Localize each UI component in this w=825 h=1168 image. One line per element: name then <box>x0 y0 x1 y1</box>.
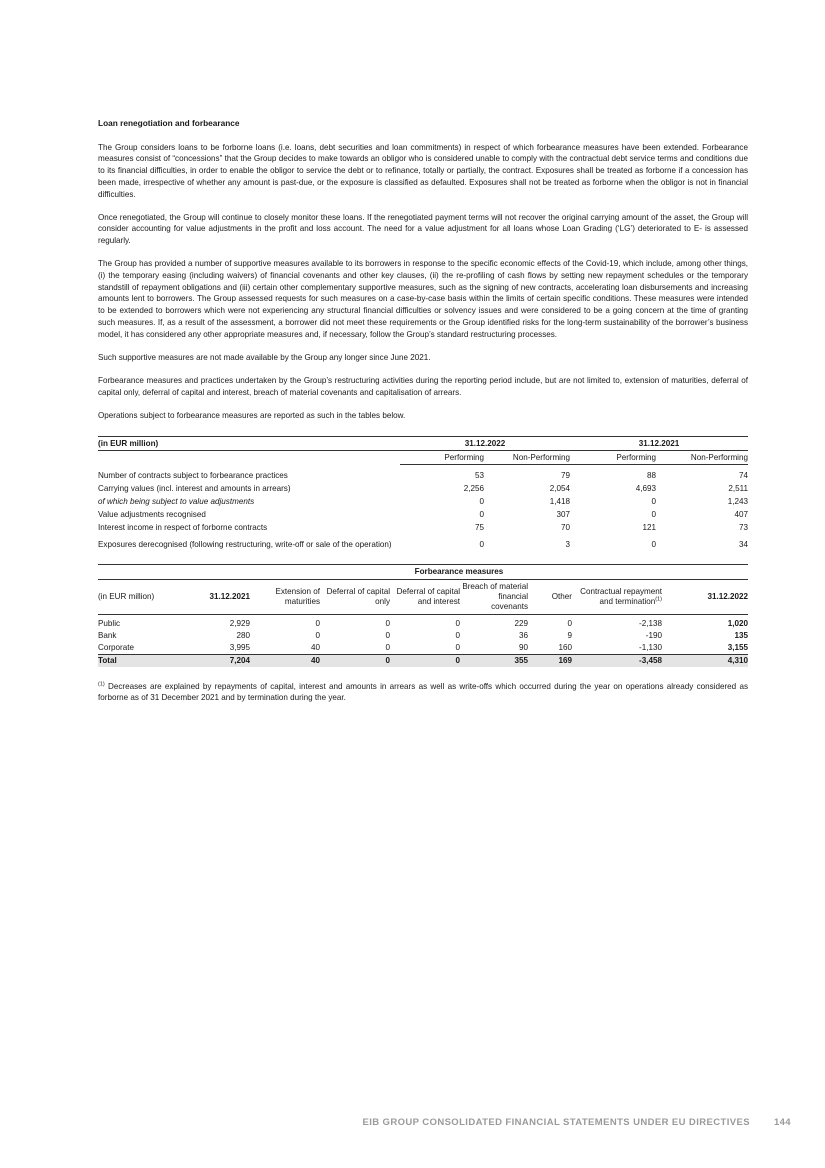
document-body <box>98 118 748 704</box>
column-header-breach: Breach of material financial covenants <box>460 579 528 614</box>
paragraph: Once renegotiated, the Group will continue to closely monitor these loans. If the renegotiated payment terms will not recover the original carrying amount of the asset, the Group will consider accounting for value adjustments in the profit and loss account. The need for a value adjustment for all loans whose Loan Grading (‘LG’) deteriorated to E- is assessed regularly. <box>98 212 748 246</box>
cell: 280 <box>236 630 250 640</box>
cell: 40 <box>250 654 320 667</box>
cell: 1,243 <box>727 496 748 506</box>
paragraph: The Group has provided a number of supportive measures available to its borrowers in response to the specific economic effects of the Covid-19, which include, among other things, (i) the temporary easing (including waivers) of financial covenants and other key clauses, (ii) the re-profiling of cash flows by setting new repayment schedules or the temporary standstill of repayment obligations and (iii) certain other complementary supportive measures, such as the signing of new contracts, accelerating loan disbursements and increasing amounts lent to borrowers. The Group assessed requests for such measures on a case-by-case basis within the limits of certain specific conditions. These measures were intended to be extended to borrowers which were not experiencing any structural financial difficulties or solvency issues and were considered to be a going concern at the time of granting such measures. If, as a result of the assessment, a borrower did not meet these requirements or the Group identified risks for the long-term sustainability of the borrower’s business model, it has considered any other appropriate measures and, if necessary, follow the Group’s standard restructuring processes. <box>98 259 748 339</box>
column-header-deferral-capital: Deferral of capital only <box>320 579 390 614</box>
table-row <box>98 521 748 534</box>
cell: 90 <box>518 642 528 652</box>
page-number: 144 <box>773 1117 791 1128</box>
row-label: Carrying values (incl. interest and amounts in arrears) <box>98 483 291 493</box>
performing-header: Performing <box>400 450 484 464</box>
cell: 0 <box>455 630 460 640</box>
contractual-label: Contractual repayment and termination <box>580 586 662 606</box>
row-label: Corporate <box>98 642 134 652</box>
cell: 0 <box>385 618 390 628</box>
cell: 3,155 <box>727 642 748 652</box>
cell: 0 <box>651 539 656 549</box>
cell: 40 <box>310 642 320 652</box>
cell: 74 <box>738 470 748 480</box>
cell: 1,418 <box>549 496 570 506</box>
cell: 0 <box>479 496 484 506</box>
row-label: Total <box>98 654 180 667</box>
cell: 3,995 <box>229 642 250 652</box>
cell: 355 <box>460 654 528 667</box>
cell: -2,138 <box>639 618 662 628</box>
cell: 0 <box>385 642 390 652</box>
cell: 4,310 <box>662 654 748 667</box>
performing-header: Performing <box>570 450 656 464</box>
cell: 36 <box>518 630 528 640</box>
forbearance-measures-table <box>98 564 748 667</box>
cell: 2,054 <box>549 483 570 493</box>
cell: 0 <box>651 509 656 519</box>
column-header-deferral-capital-interest: Deferral of capital and interest <box>390 579 460 614</box>
cell: -3,458 <box>572 654 662 667</box>
table-row <box>98 630 748 642</box>
cell: 0 <box>315 618 320 628</box>
cell: 0 <box>567 618 572 628</box>
cell: 407 <box>734 509 748 519</box>
page-footer <box>362 1117 791 1128</box>
cell: 2,929 <box>229 618 250 628</box>
row-label: Interest income in respect of forborne contracts <box>98 522 268 532</box>
cell: 79 <box>560 470 570 480</box>
forbearance-summary-table <box>98 436 748 550</box>
unit-header: (in EUR million) <box>98 579 180 614</box>
cell: 169 <box>528 654 572 667</box>
footnote-text: Decreases are explained by repayments of capital, interest and amounts in arrears as well as write-offs which occurred during the year on operations already considered as forborne as of 31 December 2021 and by termination during the year. <box>98 681 748 703</box>
cell: 73 <box>738 522 748 532</box>
row-label: Exposures derecognised (following restructuring, write-off or sale of the operation) <box>98 539 392 549</box>
row-label: Bank <box>98 630 117 640</box>
row-label: of which being subject to value adjustments <box>98 496 255 506</box>
table-row <box>98 495 748 508</box>
cell: 160 <box>558 642 572 652</box>
column-header-2021: 31.12.2021 <box>180 579 250 614</box>
cell: 0 <box>455 618 460 628</box>
cell: 9 <box>567 630 572 640</box>
cell: 0 <box>385 630 390 640</box>
table-row <box>98 614 748 630</box>
row-label: Public <box>98 618 121 628</box>
column-header-2022: 31.12.2022 <box>662 579 748 614</box>
paragraph: The Group considers loans to be forborne loans (i.e. loans, debt securities and loan commitments) in respect of which forbearance measures have been extended. Forbearance measures consist of “concessions” that the Group decides to make towards an obligor who is considered unable to comply with the contractual debt service terms and conditions due to its financial difficulties, in order to enable the obligor to service the debt or to refinance, totally or partially, the contract. Exposures shall be treated as forborne if a concession has been made, irrespective of whether any amount is past-due, or the exposure is classified as defaulted. Exposures shall not be treated as forborne when the obligor is not in financial difficulties. <box>98 142 748 199</box>
cell: 7,204 <box>180 654 250 667</box>
row-label: Number of contracts subject to forbearance practices <box>98 470 288 480</box>
cell: 0 <box>479 539 484 549</box>
cell: -190 <box>645 630 662 640</box>
non-performing-header: Non-Performing <box>484 450 570 464</box>
paragraph: Operations subject to forbearance measures are reported as such in the tables below. <box>98 410 406 420</box>
cell: 0 <box>651 496 656 506</box>
total-row <box>98 654 748 667</box>
non-performing-header: Non-Performing <box>656 450 748 464</box>
footnote-marker: (1) <box>655 595 662 602</box>
table-row <box>98 508 748 521</box>
date-header-2021: 31.12.2021 <box>570 436 748 450</box>
cell: 34 <box>738 539 748 549</box>
cell: 2,256 <box>463 483 484 493</box>
cell: 0 <box>315 630 320 640</box>
paragraph: Forbearance measures and practices undertaken by the Group’s restructuring activities during the reporting period include, but are not limited to, extension of maturities, deferral of capital only, deferral of capital and interest, breach of material covenants and capitalisation of arrears. <box>98 375 748 397</box>
date-header-2022: 31.12.2022 <box>400 436 570 450</box>
footnote <box>98 681 748 704</box>
column-header-contractual <box>572 579 662 614</box>
unit-header: (in EUR million) <box>98 436 400 450</box>
cell: 0 <box>455 642 460 652</box>
column-header-extension: Extension of maturities <box>250 579 320 614</box>
table-row <box>98 534 748 550</box>
section-title: Loan renegotiation and forbearance <box>98 118 240 128</box>
cell: 3 <box>565 539 570 549</box>
cell: 53 <box>474 470 484 480</box>
table-row <box>98 642 748 655</box>
cell: 121 <box>642 522 656 532</box>
footnote-marker: (1) <box>98 680 105 687</box>
paragraph: Such supportive measures are not made available by the Group any longer since June 2021. <box>98 352 431 362</box>
column-header-other: Other <box>528 579 572 614</box>
cell: 70 <box>560 522 570 532</box>
cell: 0 <box>479 509 484 519</box>
cell: 0 <box>320 654 390 667</box>
row-label: Value adjustments recognised <box>98 509 206 519</box>
cell: 75 <box>474 522 484 532</box>
table-row <box>98 464 748 482</box>
cell: 229 <box>514 618 528 628</box>
cell: 135 <box>734 630 748 640</box>
cell: 2,511 <box>728 483 748 493</box>
cell: 88 <box>646 470 656 480</box>
cell: 307 <box>556 509 570 519</box>
footer-title: EIB GROUP CONSOLIDATED FINANCIAL STATEMENTS UNDER EU DIRECTIVES <box>362 1117 750 1128</box>
group-header: Forbearance measures <box>250 564 748 579</box>
cell: 4,693 <box>635 483 656 493</box>
cell: 1,020 <box>727 618 748 628</box>
cell: -1,130 <box>639 642 662 652</box>
cell: 0 <box>390 654 460 667</box>
table-row <box>98 482 748 495</box>
